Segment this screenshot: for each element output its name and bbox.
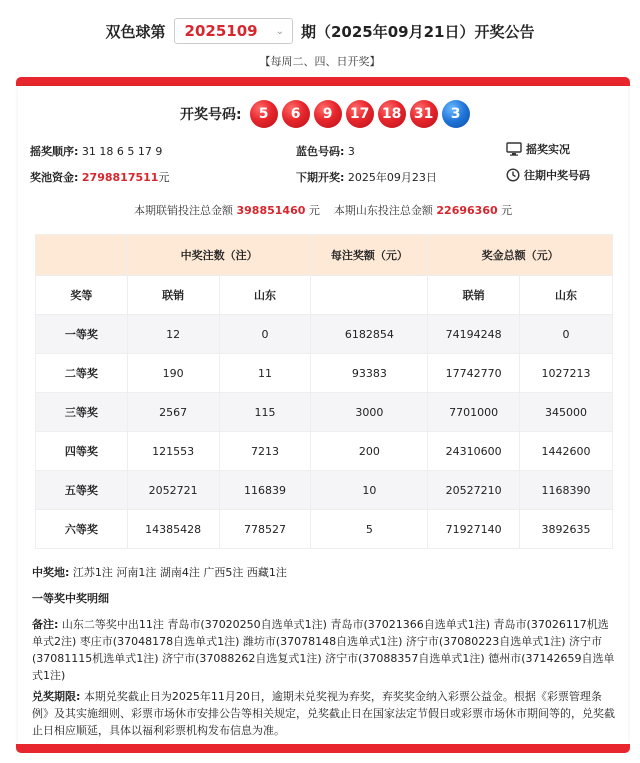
table-cell: 11 <box>219 354 311 393</box>
table-header-cell: 奖金总额（元） <box>428 235 613 276</box>
history-numbers-link[interactable] <box>506 167 590 183</box>
table-cell: 二等奖 <box>36 354 128 393</box>
shandong-total-value: 22696360 <box>436 204 498 217</box>
table-row <box>36 510 613 549</box>
winning-places <box>32 564 616 581</box>
table-row <box>36 315 613 354</box>
prize-pool-label: 奖池资金: <box>30 171 79 184</box>
table-cell: 1168390 <box>520 471 613 510</box>
chevron-down-icon: ⌄ <box>275 25 284 37</box>
history-icon <box>506 168 520 182</box>
live-draw-link[interactable] <box>506 141 570 157</box>
top-red-bar <box>16 77 630 86</box>
table-cell: 2567 <box>127 393 219 432</box>
history-numbers-label: 往期中奖号码 <box>524 169 590 182</box>
bottom-red-bar <box>16 744 630 753</box>
red-ball: 31 <box>410 100 438 128</box>
page-header <box>0 18 640 69</box>
red-ball: 18 <box>378 100 406 128</box>
table-cell: 四等奖 <box>36 432 128 471</box>
next-draw <box>296 169 437 185</box>
sales-totals <box>134 202 512 218</box>
winning-places-label: 中奖地: <box>32 566 70 579</box>
table-header-cell: 奖等 <box>36 276 128 315</box>
table-cell: 12 <box>127 315 219 354</box>
table-row <box>36 432 613 471</box>
prize-pool <box>30 169 169 185</box>
table-cell: 0 <box>219 315 311 354</box>
table-cell: 五等奖 <box>36 471 128 510</box>
red-ball: 17 <box>346 100 374 128</box>
table-cell: 六等奖 <box>36 510 128 549</box>
table-cell: 345000 <box>520 393 613 432</box>
table-header-cell: 山东 <box>520 276 613 315</box>
red-ball: 9 <box>314 100 342 128</box>
table-cell: 7213 <box>219 432 311 471</box>
table-cell: 200 <box>311 432 428 471</box>
shandong-total-label: 本期山东投注总金额 <box>333 204 433 217</box>
table-header-cell: 山东 <box>219 276 311 315</box>
table-cell: 5 <box>311 510 428 549</box>
deadline-block <box>32 688 616 739</box>
deadline-label: 兑奖期限: <box>32 690 81 703</box>
table-header-cell: 每注奖额（元） <box>311 235 428 276</box>
next-draw-label: 下期开奖: <box>296 171 345 184</box>
issue-select[interactable] <box>174 18 293 44</box>
draw-order-value: 31 18 6 5 17 9 <box>81 145 163 158</box>
table-cell: 14385428 <box>127 510 219 549</box>
table-header-cell: 联销 <box>428 276 520 315</box>
title-row <box>0 18 640 44</box>
red-ball: 6 <box>282 100 310 128</box>
live-draw-label: 摇奖实况 <box>526 143 570 156</box>
table-cell: 1442600 <box>520 432 613 471</box>
table-header-cell: 联销 <box>127 276 219 315</box>
table-cell: 6182854 <box>311 315 428 354</box>
table-cell: 3000 <box>311 393 428 432</box>
title-suffix: 期（2025年09月21日）开奖公告 <box>300 22 535 41</box>
national-total-unit: 元 <box>308 204 320 217</box>
table-cell: 121553 <box>127 432 219 471</box>
winning-places-value: 江苏1注 河南1注 湖南4注 广西5注 西藏1注 <box>72 566 287 579</box>
table-header-cell <box>311 276 428 315</box>
table-cell: 7701000 <box>428 393 520 432</box>
table-cell: 74194248 <box>428 315 520 354</box>
table-cell: 2052721 <box>127 471 219 510</box>
note-block <box>32 616 616 684</box>
table-row <box>36 354 613 393</box>
result-card <box>18 86 628 744</box>
prize-pool-unit: 元 <box>158 171 170 184</box>
table-header-row <box>36 235 613 276</box>
table-cell: 3892635 <box>520 510 613 549</box>
winning-numbers <box>180 100 470 128</box>
table-cell: 17742770 <box>428 354 520 393</box>
table-cell: 1027213 <box>520 354 613 393</box>
table-cell: 778527 <box>219 510 311 549</box>
title-prefix: 双色球第 <box>105 22 166 41</box>
issue-value: 2025109 <box>184 22 258 40</box>
monitor-icon <box>506 142 522 156</box>
table-row <box>36 393 613 432</box>
table-cell: 0 <box>520 315 613 354</box>
table-cell: 三等奖 <box>36 393 128 432</box>
blue-number <box>296 143 355 159</box>
draw-order-label: 摇奖顺序: <box>30 145 79 158</box>
blue-number-value: 3 <box>347 145 355 158</box>
table-cell: 10 <box>311 471 428 510</box>
table-subheader-row <box>36 276 613 315</box>
deadline-text: 本期兑奖截止日为2025年11月20日，逾期未兑奖视为弃奖，弃奖奖金纳入彩票公益金。根据《彩票管理条例》及其实施细则、彩票市场休市安排公告等相关规定，兑奖截止日在国家法定节假日或彩票市场休市期间等的，兑奖截止日相应顺延，具体以福利彩票机构发布信息为准。 <box>32 690 615 737</box>
shandong-total-unit: 元 <box>501 204 513 217</box>
draw-order <box>30 143 162 159</box>
table-header-cell <box>36 235 128 276</box>
table-cell: 24310600 <box>428 432 520 471</box>
prize-pool-value: 2798817511 <box>81 171 159 184</box>
note-text: 山东二等奖中出11注 青岛市(37020250自选单式1注) 青岛市(37021366自选单式1注) 青岛市(37026117机选单式2注) 枣庄市(37048178自选单式1注) 潍坊市(37078148自选单式1注) 济宁市(37080223自选单式1注) 济宁市(37081115机选单式1注) 济宁市(37088262自选复式1注) 济宁市(37088357自选单式1注) 德州市(37142659自选单式1注) <box>32 618 615 682</box>
next-draw-value: 2025年09月23日 <box>347 171 437 184</box>
blue-ball: 3 <box>442 100 470 128</box>
table-cell: 190 <box>127 354 219 393</box>
winning-numbers-label: 开奖号码: <box>180 107 242 123</box>
table-cell: 一等奖 <box>36 315 128 354</box>
table-cell: 93383 <box>311 354 428 393</box>
table-cell: 115 <box>219 393 311 432</box>
table-row <box>36 471 613 510</box>
national-total-label: 本期联销投注总金额 <box>134 204 233 217</box>
blue-number-label: 蓝色号码: <box>296 145 345 158</box>
draw-schedule: 【每周二、四、日开奖】 <box>259 55 381 68</box>
table-cell: 71927140 <box>428 510 520 549</box>
national-total-value: 398851460 <box>236 204 306 217</box>
table-header-cell: 中奖注数（注） <box>127 235 311 276</box>
table-cell: 116839 <box>219 471 311 510</box>
note-label: 备注: <box>32 618 59 631</box>
red-ball: 5 <box>250 100 278 128</box>
first-prize-detail-heading: 一等奖中奖明细 <box>32 592 109 605</box>
prize-table <box>35 234 613 549</box>
table-cell: 20527210 <box>428 471 520 510</box>
